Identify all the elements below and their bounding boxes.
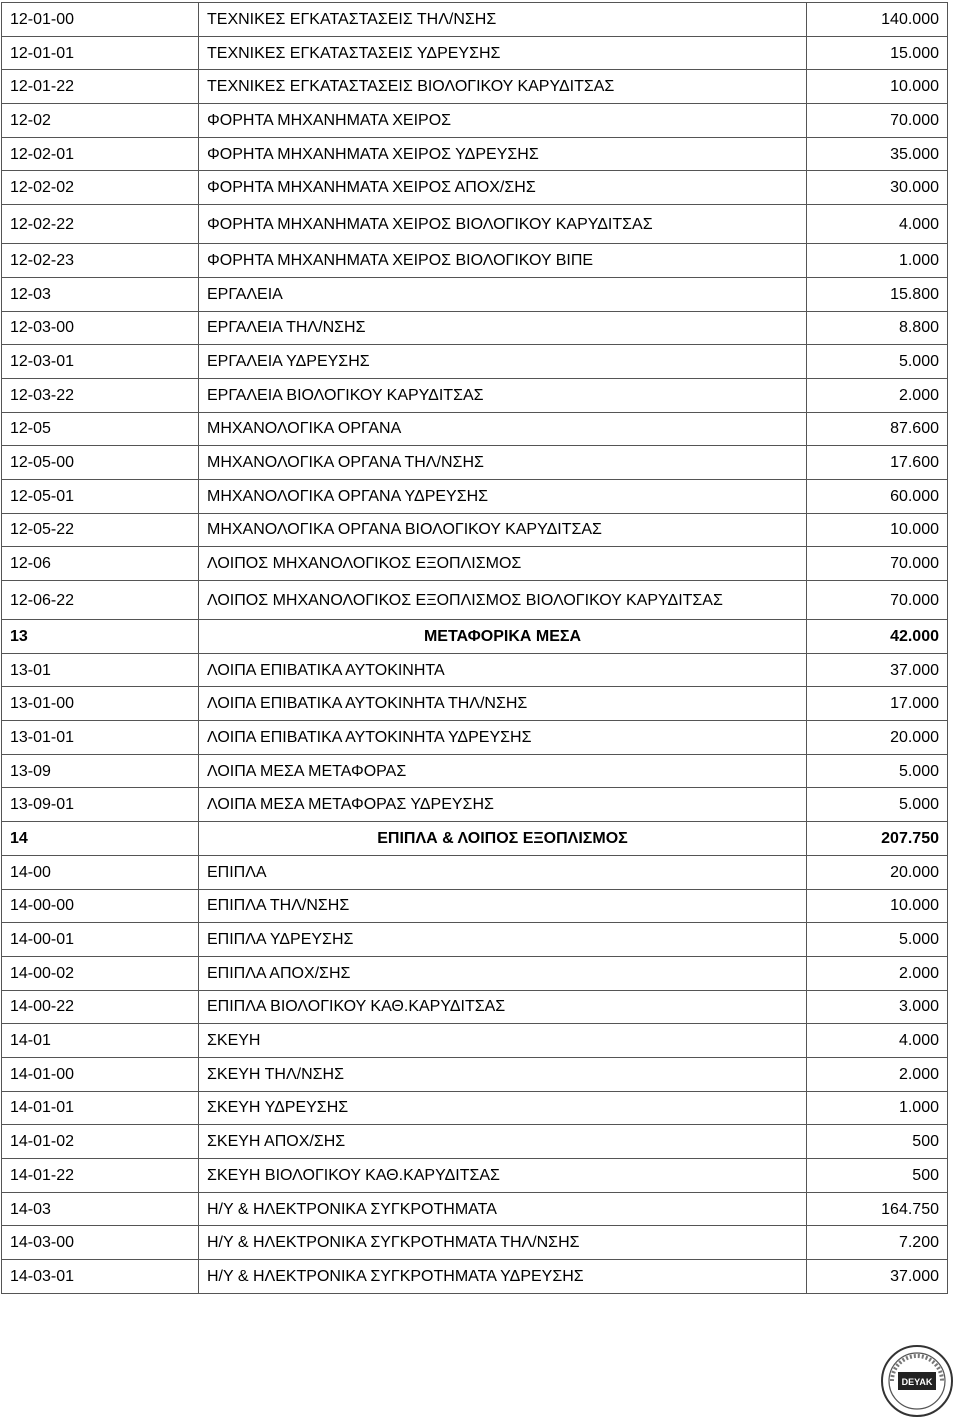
amount-cell: 10.000 [807, 889, 948, 923]
description-cell: ΕΠΙΠΛΑ ΥΔΡΕΥΣΗΣ [199, 923, 807, 957]
amount-cell: 37.000 [807, 1260, 948, 1294]
account-code-cell: 12-03-22 [2, 378, 199, 412]
amount-cell: 4.000 [807, 1024, 948, 1058]
account-code-cell: 12-01-00 [2, 3, 199, 37]
account-code-cell: 14-00 [2, 855, 199, 889]
amount-cell: 70.000 [807, 581, 948, 620]
description-cell: ΜΕΤΑΦΟΡΙΚΑ ΜΕΣΑ [199, 620, 807, 654]
description-cell: ΦΟΡΗΤΑ ΜΗΧΑΝΗΜΑΤΑ ΧΕΙΡΟΣ ΑΠΟΧ/ΣΗΣ [199, 171, 807, 205]
table-row [2, 311, 948, 345]
description-cell: ΛΟΙΠΟΣ ΜΗΧΑΝΟΛΟΓΙΚΟΣ ΕΞΟΠΛΙΣΜΟΣ ΒΙΟΛΟΓΙΚΟΥ ΚΑΡΥΔΙΤΣΑΣ [199, 581, 807, 620]
account-code-cell: 14-01-01 [2, 1091, 199, 1125]
table-row [2, 687, 948, 721]
table-row [2, 620, 948, 654]
amount-cell: 20.000 [807, 855, 948, 889]
description-cell: ΕΡΓΑΛΕΙΑ ΤΗΛ/ΝΣΗΣ [199, 311, 807, 345]
amount-cell: 70.000 [807, 104, 948, 138]
amount-cell: 5.000 [807, 754, 948, 788]
account-code-cell: 12-01-01 [2, 36, 199, 70]
amount-cell: 1.000 [807, 1091, 948, 1125]
table-row [2, 36, 948, 70]
svg-text:DEYAK: DEYAK [901, 1377, 933, 1387]
account-code-cell: 12-06 [2, 547, 199, 581]
table-row [2, 3, 948, 37]
description-cell: Η/Υ & ΗΛΕΚΤΡΟΝΙΚΑ ΣΥΓΚΡΟΤΗΜΑΤΑ ΤΗΛ/ΝΣΗΣ [199, 1226, 807, 1260]
description-cell: ΕΡΓΑΛΕΙΑ [199, 277, 807, 311]
account-code-cell: 14-01-22 [2, 1159, 199, 1193]
amount-cell: 42.000 [807, 620, 948, 654]
amount-cell: 2.000 [807, 378, 948, 412]
account-code-cell: 14-00-22 [2, 990, 199, 1024]
account-code-cell: 13-09-01 [2, 788, 199, 822]
account-code-cell: 13-01-00 [2, 687, 199, 721]
account-code-cell: 14-00-00 [2, 889, 199, 923]
table-row [2, 412, 948, 446]
table-row [2, 137, 948, 171]
description-cell: ΦΟΡΗΤΑ ΜΗΧΑΝΗΜΑΤΑ ΧΕΙΡΟΣ ΥΔΡΕΥΣΗΣ [199, 137, 807, 171]
account-code-cell: 12-01-22 [2, 70, 199, 104]
amount-cell: 8.800 [807, 311, 948, 345]
table-row [2, 990, 948, 1024]
amount-cell: 5.000 [807, 345, 948, 379]
account-code-cell: 12-03-00 [2, 311, 199, 345]
account-code-cell: 13 [2, 620, 199, 654]
table-row [2, 171, 948, 205]
budget-table-body [2, 3, 948, 1294]
amount-cell: 17.600 [807, 446, 948, 480]
description-cell: ΤΕΧΝΙΚΕΣ ΕΓΚΑΤΑΣΤΑΣΕΙΣ ΒΙΟΛΟΓΙΚΟΥ ΚΑΡΥΔΙΤΣΑΣ [199, 70, 807, 104]
account-code-cell: 12-02-02 [2, 171, 199, 205]
table-row [2, 70, 948, 104]
description-cell: ΛΟΙΠΑ ΕΠΙΒΑΤΙΚΑ ΑΥΤΟΚΙΝΗΤΑ ΤΗΛ/ΝΣΗΣ [199, 687, 807, 721]
amount-cell: 1.000 [807, 244, 948, 278]
description-cell: ΛΟΙΠΟΣ ΜΗΧΑΝΟΛΟΓΙΚΟΣ ΕΞΟΠΛΙΣΜΟΣ [199, 547, 807, 581]
description-cell: ΕΠΙΠΛΑ ΤΗΛ/ΝΣΗΣ [199, 889, 807, 923]
table-row [2, 1091, 948, 1125]
amount-cell: 20.000 [807, 721, 948, 755]
amount-cell: 30.000 [807, 171, 948, 205]
table-row [2, 104, 948, 138]
table-row [2, 581, 948, 620]
description-cell: ΤΕΧΝΙΚΕΣ ΕΓΚΑΤΑΣΤΑΣΕΙΣ ΥΔΡΕΥΣΗΣ [199, 36, 807, 70]
description-cell: ΛΟΙΠΑ ΕΠΙΒΑΤΙΚΑ ΑΥΤΟΚΙΝΗΤΑ [199, 653, 807, 687]
description-cell: ΣΚΕΥΗ ΑΠΟΧ/ΣΗΣ [199, 1125, 807, 1159]
description-cell: ΕΠΙΠΛΑ ΑΠΟΧ/ΣΗΣ [199, 956, 807, 990]
account-code-cell: 14-03-00 [2, 1226, 199, 1260]
table-row [2, 1192, 948, 1226]
account-code-cell: 12-03 [2, 277, 199, 311]
account-code-cell: 14-00-02 [2, 956, 199, 990]
amount-cell: 4.000 [807, 205, 948, 244]
description-cell: ΦΟΡΗΤΑ ΜΗΧΑΝΗΜΑΤΑ ΧΕΙΡΟΣ ΒΙΟΛΟΓΙΚΟΥ ΒΙΠΕ [199, 244, 807, 278]
description-cell: ΜΗΧΑΝΟΛΟΓΙΚΑ ΟΡΓΑΝΑ ΒΙΟΛΟΓΙΚΟΥ ΚΑΡΥΔΙΤΣΑΣ [199, 513, 807, 547]
amount-cell: 2.000 [807, 956, 948, 990]
description-cell: ΦΟΡΗΤΑ ΜΗΧΑΝΗΜΑΤΑ ΧΕΙΡΟΣ ΒΙΟΛΟΓΙΚΟΥ ΚΑΡΥΔΙΤΣΑΣ [199, 205, 807, 244]
description-cell: Η/Υ & ΗΛΕΚΤΡΟΝΙΚΑ ΣΥΓΚΡΟΤΗΜΑΤΑ [199, 1192, 807, 1226]
description-cell: ΣΚΕΥΗ ΒΙΟΛΟΓΙΚΟΥ ΚΑΘ.ΚΑΡΥΔΙΤΣΑΣ [199, 1159, 807, 1193]
table-row [2, 788, 948, 822]
account-code-cell: 12-05-00 [2, 446, 199, 480]
description-cell: ΕΡΓΑΛΕΙΑ ΒΙΟΛΟΓΙΚΟΥ ΚΑΡΥΔΙΤΣΑΣ [199, 378, 807, 412]
amount-cell: 140.000 [807, 3, 948, 37]
table-row [2, 653, 948, 687]
account-code-cell: 14-03-01 [2, 1260, 199, 1294]
description-cell: ΣΚΕΥΗ ΥΔΡΕΥΣΗΣ [199, 1091, 807, 1125]
table-row [2, 1226, 948, 1260]
description-cell: ΛΟΙΠΑ ΕΠΙΒΑΤΙΚΑ ΑΥΤΟΚΙΝΗΤΑ ΥΔΡΕΥΣΗΣ [199, 721, 807, 755]
account-code-cell: 12-06-22 [2, 581, 199, 620]
account-code-cell: 14-01-00 [2, 1057, 199, 1091]
account-code-cell: 14-00-01 [2, 923, 199, 957]
amount-cell: 15.800 [807, 277, 948, 311]
account-code-cell: 13-01 [2, 653, 199, 687]
amount-cell: 3.000 [807, 990, 948, 1024]
amount-cell: 60.000 [807, 479, 948, 513]
budget-table [1, 2, 948, 1294]
table-row [2, 446, 948, 480]
amount-cell: 5.000 [807, 788, 948, 822]
table-row [2, 923, 948, 957]
account-code-cell: 12-02-23 [2, 244, 199, 278]
description-cell: ΦΟΡΗΤΑ ΜΗΧΑΝΗΜΑΤΑ ΧΕΙΡΟΣ [199, 104, 807, 138]
table-row [2, 1024, 948, 1058]
table-row [2, 956, 948, 990]
amount-cell: 7.200 [807, 1226, 948, 1260]
description-cell: ΣΚΕΥΗ ΤΗΛ/ΝΣΗΣ [199, 1057, 807, 1091]
amount-cell: 17.000 [807, 687, 948, 721]
amount-cell: 10.000 [807, 513, 948, 547]
account-code-cell: 14-01-02 [2, 1125, 199, 1159]
table-row [2, 205, 948, 244]
table-row [2, 345, 948, 379]
account-code-cell: 13-01-01 [2, 721, 199, 755]
description-cell: ΕΡΓΑΛΕΙΑ ΥΔΡΕΥΣΗΣ [199, 345, 807, 379]
seal-logo-icon [880, 1344, 954, 1418]
description-cell: ΣΚΕΥΗ [199, 1024, 807, 1058]
amount-cell: 5.000 [807, 923, 948, 957]
amount-cell: 207.750 [807, 822, 948, 856]
table-row [2, 277, 948, 311]
table-row [2, 479, 948, 513]
amount-cell: 87.600 [807, 412, 948, 446]
account-code-cell: 12-05-01 [2, 479, 199, 513]
amount-cell: 70.000 [807, 547, 948, 581]
account-code-cell: 12-03-01 [2, 345, 199, 379]
amount-cell: 37.000 [807, 653, 948, 687]
account-code-cell: 12-05-22 [2, 513, 199, 547]
description-cell: ΕΠΙΠΛΑ & ΛΟΙΠΟΣ ΕΞΟΠΛΙΣΜΟΣ [199, 822, 807, 856]
account-code-cell: 12-02-01 [2, 137, 199, 171]
description-cell: ΜΗΧΑΝΟΛΟΓΙΚΑ ΟΡΓΑΝΑ ΤΗΛ/ΝΣΗΣ [199, 446, 807, 480]
table-row [2, 822, 948, 856]
amount-cell: 10.000 [807, 70, 948, 104]
account-code-cell: 12-02 [2, 104, 199, 138]
table-row [2, 547, 948, 581]
account-code-cell: 12-05 [2, 412, 199, 446]
account-code-cell: 14-01 [2, 1024, 199, 1058]
account-code-cell: 14-03 [2, 1192, 199, 1226]
amount-cell: 500 [807, 1125, 948, 1159]
table-row [2, 513, 948, 547]
description-cell: ΕΠΙΠΛΑ [199, 855, 807, 889]
amount-cell: 15.000 [807, 36, 948, 70]
table-row [2, 1125, 948, 1159]
description-cell: ΕΠΙΠΛΑ ΒΙΟΛΟΓΙΚΟΥ ΚΑΘ.ΚΑΡΥΔΙΤΣΑΣ [199, 990, 807, 1024]
description-cell: Η/Υ & ΗΛΕΚΤΡΟΝΙΚΑ ΣΥΓΚΡΟΤΗΜΑΤΑ ΥΔΡΕΥΣΗΣ [199, 1260, 807, 1294]
description-cell: ΛΟΙΠΑ ΜΕΣΑ ΜΕΤΑΦΟΡΑΣ [199, 754, 807, 788]
table-row [2, 1260, 948, 1294]
table-row [2, 244, 948, 278]
amount-cell: 2.000 [807, 1057, 948, 1091]
description-cell: ΛΟΙΠΑ ΜΕΣΑ ΜΕΤΑΦΟΡΑΣ ΥΔΡΕΥΣΗΣ [199, 788, 807, 822]
amount-cell: 500 [807, 1159, 948, 1193]
table-row [2, 754, 948, 788]
amount-cell: 164.750 [807, 1192, 948, 1226]
table-row [2, 889, 948, 923]
table-row [2, 1159, 948, 1193]
description-cell: ΤΕΧΝΙΚΕΣ ΕΓΚΑΤΑΣΤΑΣΕΙΣ ΤΗΛ/ΝΣΗΣ [199, 3, 807, 37]
table-row [2, 378, 948, 412]
account-code-cell: 12-02-22 [2, 205, 199, 244]
description-cell: ΜΗΧΑΝΟΛΟΓΙΚΑ ΟΡΓΑΝΑ ΥΔΡΕΥΣΗΣ [199, 479, 807, 513]
account-code-cell: 13-09 [2, 754, 199, 788]
description-cell: ΜΗΧΑΝΟΛΟΓΙΚΑ ΟΡΓΑΝΑ [199, 412, 807, 446]
account-code-cell: 14 [2, 822, 199, 856]
table-row [2, 721, 948, 755]
amount-cell: 35.000 [807, 137, 948, 171]
table-row [2, 1057, 948, 1091]
table-row [2, 855, 948, 889]
